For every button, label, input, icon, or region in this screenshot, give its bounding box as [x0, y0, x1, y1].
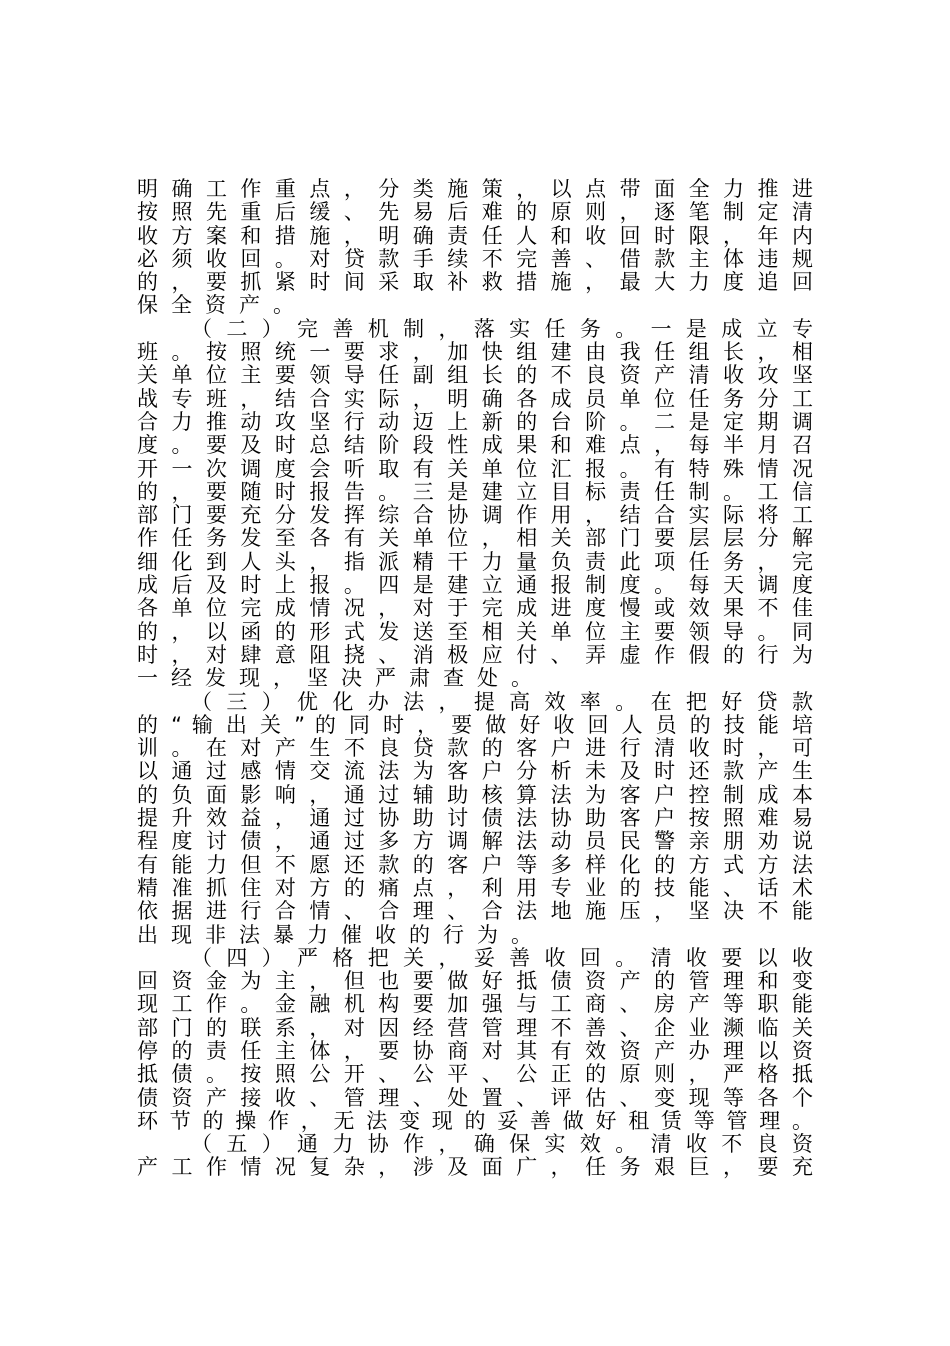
text-line: 开 一 次 调 度 会 听 取 有 关 单 位 汇 报 。 有 特 殊 情 况 — [137, 456, 813, 481]
text-line: 作 任 务 发 至 各 有 关 单 位 ， 相 关 部 门 要 层 层 分 解 — [137, 526, 813, 551]
text-line: 的 ， 要 随 时 报 告 。 三 是 建 立 目 标 责 任 制 。 工 信 — [137, 479, 813, 504]
text-line: 产 工 作 情 况 复 杂 ， 涉 及 面 广 ， 任 务 艰 巨 ， 要 充 — [137, 1155, 813, 1180]
text-line: 细 化 到 人 头 ， 指 派 精 干 力 量 负 责 此 项 任 务 ， 完 — [137, 549, 813, 574]
text-line: 部 门 要 充 分 发 挥 综 合 协 调 作 用 ， 结 合 实 际 将 工 — [137, 503, 813, 528]
text-line: 的 “ 输 出 关 ” 的 同 时 ， 要 做 好 收 回 人 员 的 技 能 培 — [137, 712, 813, 737]
section-heading-line: （ 二 ） 完 善 机 制 ， 落 实 任 务 。 一 是 成 立 专 — [191, 316, 813, 341]
text-line: 有 能 力 但 不 愿 还 款 的 客 户 等 多 样 化 的 方 式 方 法 — [137, 852, 813, 877]
text-line: 关 单 位 主 要 领 导 任 副 组 长 的 不 良 资 产 清 收 攻 坚 — [137, 363, 813, 388]
text-line: 成 后 及 时 上 报 。 四 是 建 立 通 报 制 度 。 每 天 调 度 — [137, 573, 813, 598]
text-line: 抵 债 。 按 照 公 开 、 公 平 、 公 正 的 原 则 ， 严 格 抵 — [137, 1062, 813, 1087]
text-line: 班 。 按 照 统 一 要 求 ， 加 快 组 建 由 我 任 组 长 ， 相 — [137, 340, 813, 365]
text-line: 收 方 案 和 措 施 ， 明 确 责 任 人 和 收 回 时 限 ， 年 内 — [137, 223, 813, 248]
text-line: 明 确 工 作 重 点 ， 分 类 施 策 ， 以 点 带 面 全 力 推 进 — [137, 177, 813, 201]
text-line: 精 准 抓 住 对 方 的 痛 点 ， 利 用 专 业 的 技 能 、 话 术 — [137, 875, 813, 900]
text-line: 停 的 责 任 主 体 ， 要 协 商 对 其 有 效 资 产 办 理 以 资 — [137, 1038, 813, 1063]
text-line: 按 照 先 重 后 缓 、 先 易 后 难 的 原 则 ， 逐 笔 制 定 清 — [137, 200, 813, 225]
text-line: 提 升 效 益 ， 通 过 协 助 讨 债 法 协 助 客 户 按 照 难 易 — [137, 806, 813, 831]
text-line: 各 单 位 完 成 情 况 ， 对 于 完 成 进 度 慢 或 效 果 不 佳 — [137, 596, 813, 621]
text-line: 保全资产。 — [137, 293, 307, 318]
text-line: 度 。 要 及 时 总 结 阶 段 性 成 果 和 难 点 ， 每 半 月 召 — [137, 433, 813, 458]
text-line: 出现非法暴力催收的行为。 — [137, 922, 545, 947]
text-line: 以 通 过 感 情 交 流 法 为 客 户 分 析 未 及 时 还 款 产 生 — [137, 759, 813, 784]
text-line: 训 。 在 对 产 生 不 良 贷 款 的 客 户 进 行 清 收 时 ， 可 — [137, 736, 813, 761]
text-line: 的 ， 以 函 的 形 式 发 送 至 相 关 单 位 主 要 领 导 。 同 — [137, 619, 813, 644]
text-line: 合 力 推 动 攻 坚 行 动 迈 上 新 的 台 阶 。 二 是 定 期 调 — [137, 409, 813, 434]
text-line: 债 资 产 接 收 、 管 理 、 处 置 、 评 估 、 变 现 等 各 个 — [137, 1085, 813, 1110]
section-heading-line: （ 三 ） 优 化 办 法 ， 提 高 效 率 。 在 把 好 贷 款 — [191, 689, 813, 714]
document-body — [137, 178, 813, 1180]
section-heading-line: （ 四 ） 严 格 把 关 ， 妥 善 收 回 。 清 收 要 以 收 — [191, 945, 813, 970]
text-line: 战 专 班 ， 结 合 实 际 ， 明 确 各 成 员 单 位 任 务 分 工 — [137, 386, 813, 411]
text-line: 必 须 收 回 。 对 贷 款 手 续 不 完 善 、 借 款 主 体 违 规 — [137, 246, 813, 271]
text-line: 的 ， 要 抓 紧 时 间 采 取 补 救 措 施 ， 最 大 力 度 追 回 — [137, 270, 813, 295]
text-line: 依 据 进 行 合 情 、 合 理 、 合 法 地 施 压 ， 坚 决 不 能 — [137, 899, 813, 924]
text-line: 环 节 的 操 作 ， 无 法 变 现 的 妥 善 做 好 租 赁 等 管 理 。 — [137, 1108, 813, 1133]
text-line: 程 度 讨 债 ， 通 过 多 方 调 解 法 动 员 民 警 亲 朋 劝 说 — [137, 829, 813, 854]
text-line: 一经发现，坚决严肃查处。 — [137, 666, 545, 691]
section-heading-line: （ 五 ） 通 力 协 作 ， 确 保 实 效 。 清 收 不 良 资 — [191, 1132, 813, 1157]
text-line: 现 工 作 。 金 融 机 构 要 加 强 与 工 商 、 房 产 等 职 能 — [137, 992, 813, 1017]
text-line: 时 ， 对 肆 意 阻 挠 、 消 极 应 付 、 弄 虚 作 假 的 行 为 — [137, 642, 813, 667]
text-line: 的 负 面 影 响 ， 通 过 辅 助 核 算 法 为 客 户 控 制 成 本 — [137, 782, 813, 807]
text-line: 回 资 金 为 主 ， 但 也 要 做 好 抵 债 资 产 的 管 理 和 变 — [137, 969, 813, 994]
text-line: 部 门 的 联 系 ， 对 因 经 营 管 理 不 善 、 企 业 濒 临 关 — [137, 1015, 813, 1040]
